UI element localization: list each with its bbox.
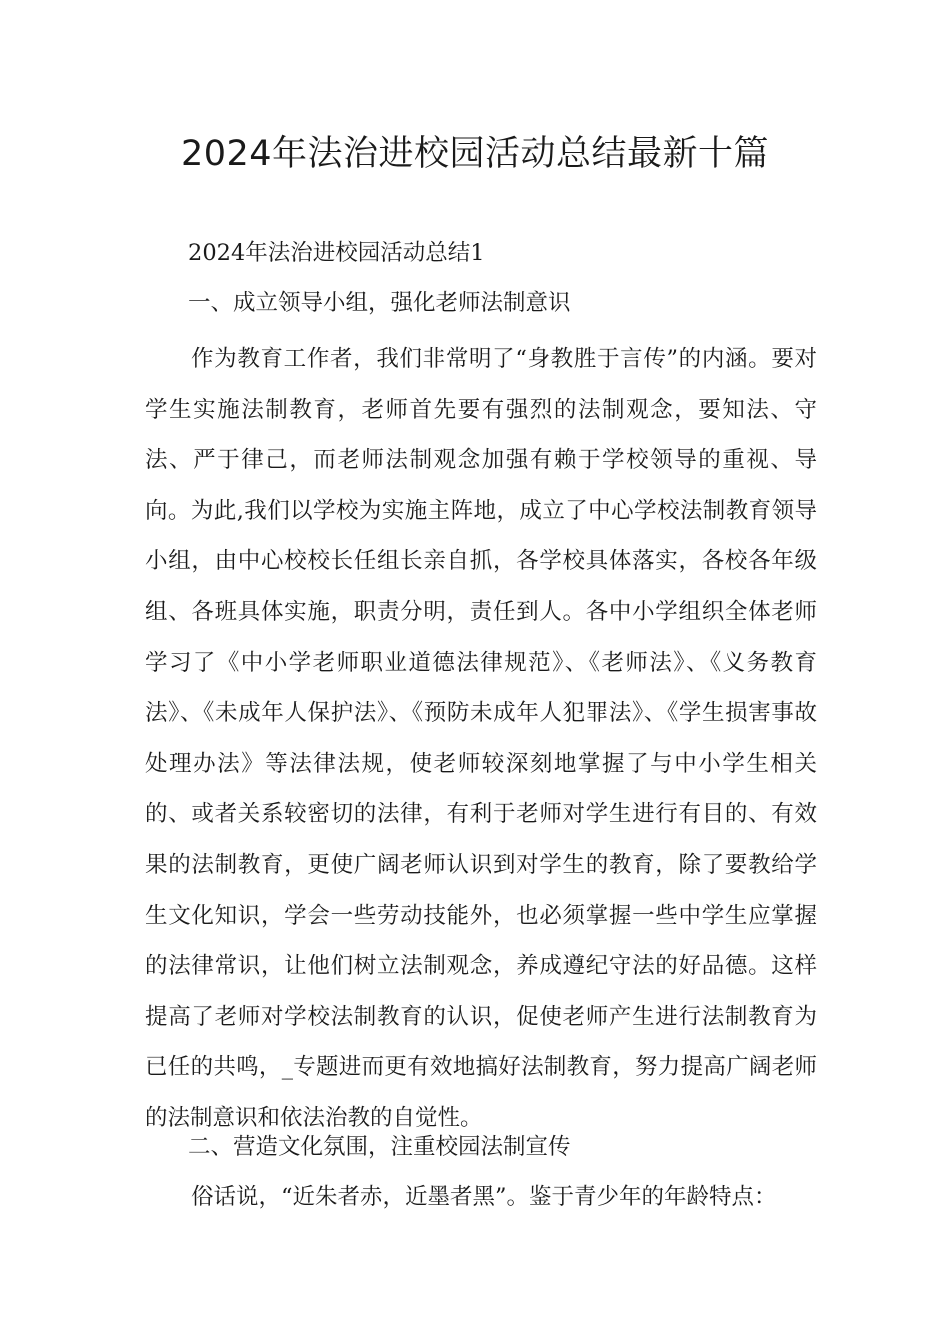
section-1-heading: 一、成立领导小组，强化老师法制意识 xyxy=(188,290,571,316)
document-subtitle: 2024年法治进校园活动总结1 xyxy=(188,240,485,266)
document-title: 2024年法治进校园活动总结最新十篇 xyxy=(180,134,770,174)
section-1-paragraph: 作为教育工作者，我们非常明了“身教胜于言传”的内涵。要对学生实施法制教育，老师首先要有强烈的法制观念，要知法、守法、严于律己，而老师法制观念加强有赖于学校领导的重视、导向。为此,我们以学校为实施主阵地，成立了中心学校法制教育领导小组，由中心校校长任组长亲自抓，各学校具体落实，各校各年级组、各班具体实施，职责分明，责任到人。各中小学组织全体老师学习了《中小学老师职业道德法律规范》、《老师法》、《义务教育法》、《未成年人保护法》、《预防未成年人犯罪法》、《学生损害事故处理办法》等法律法规，使老师较深刻地掌握了与中小学生相关的、或者关系较密切的法律，有利于老师对学生进行有目的、有效果的法制教育，更使广阔老师认识到对学生的教育，除了要教给学生文化知识，学会一些劳动技能外，也必须掌握一些中学生应掌握的法律常识，让他们树立法制观念，养成遵纪守法的好品德。这样提高了老师对学校法制教育的认识，促使老师产生进行法制教育为已任的共鸣，_专题进而更有效地搞好法制教育，努力提高广阔老师的法制意识和依法治教的自觉性。 xyxy=(145,346,817,1131)
section-2-heading: 二、营造文化氛围，注重校园法制宣传 xyxy=(188,1134,571,1160)
section-2-paragraph: 俗话说，“近朱者赤，近墨者黑”。鉴于青少年的年龄特点： xyxy=(191,1184,777,1210)
